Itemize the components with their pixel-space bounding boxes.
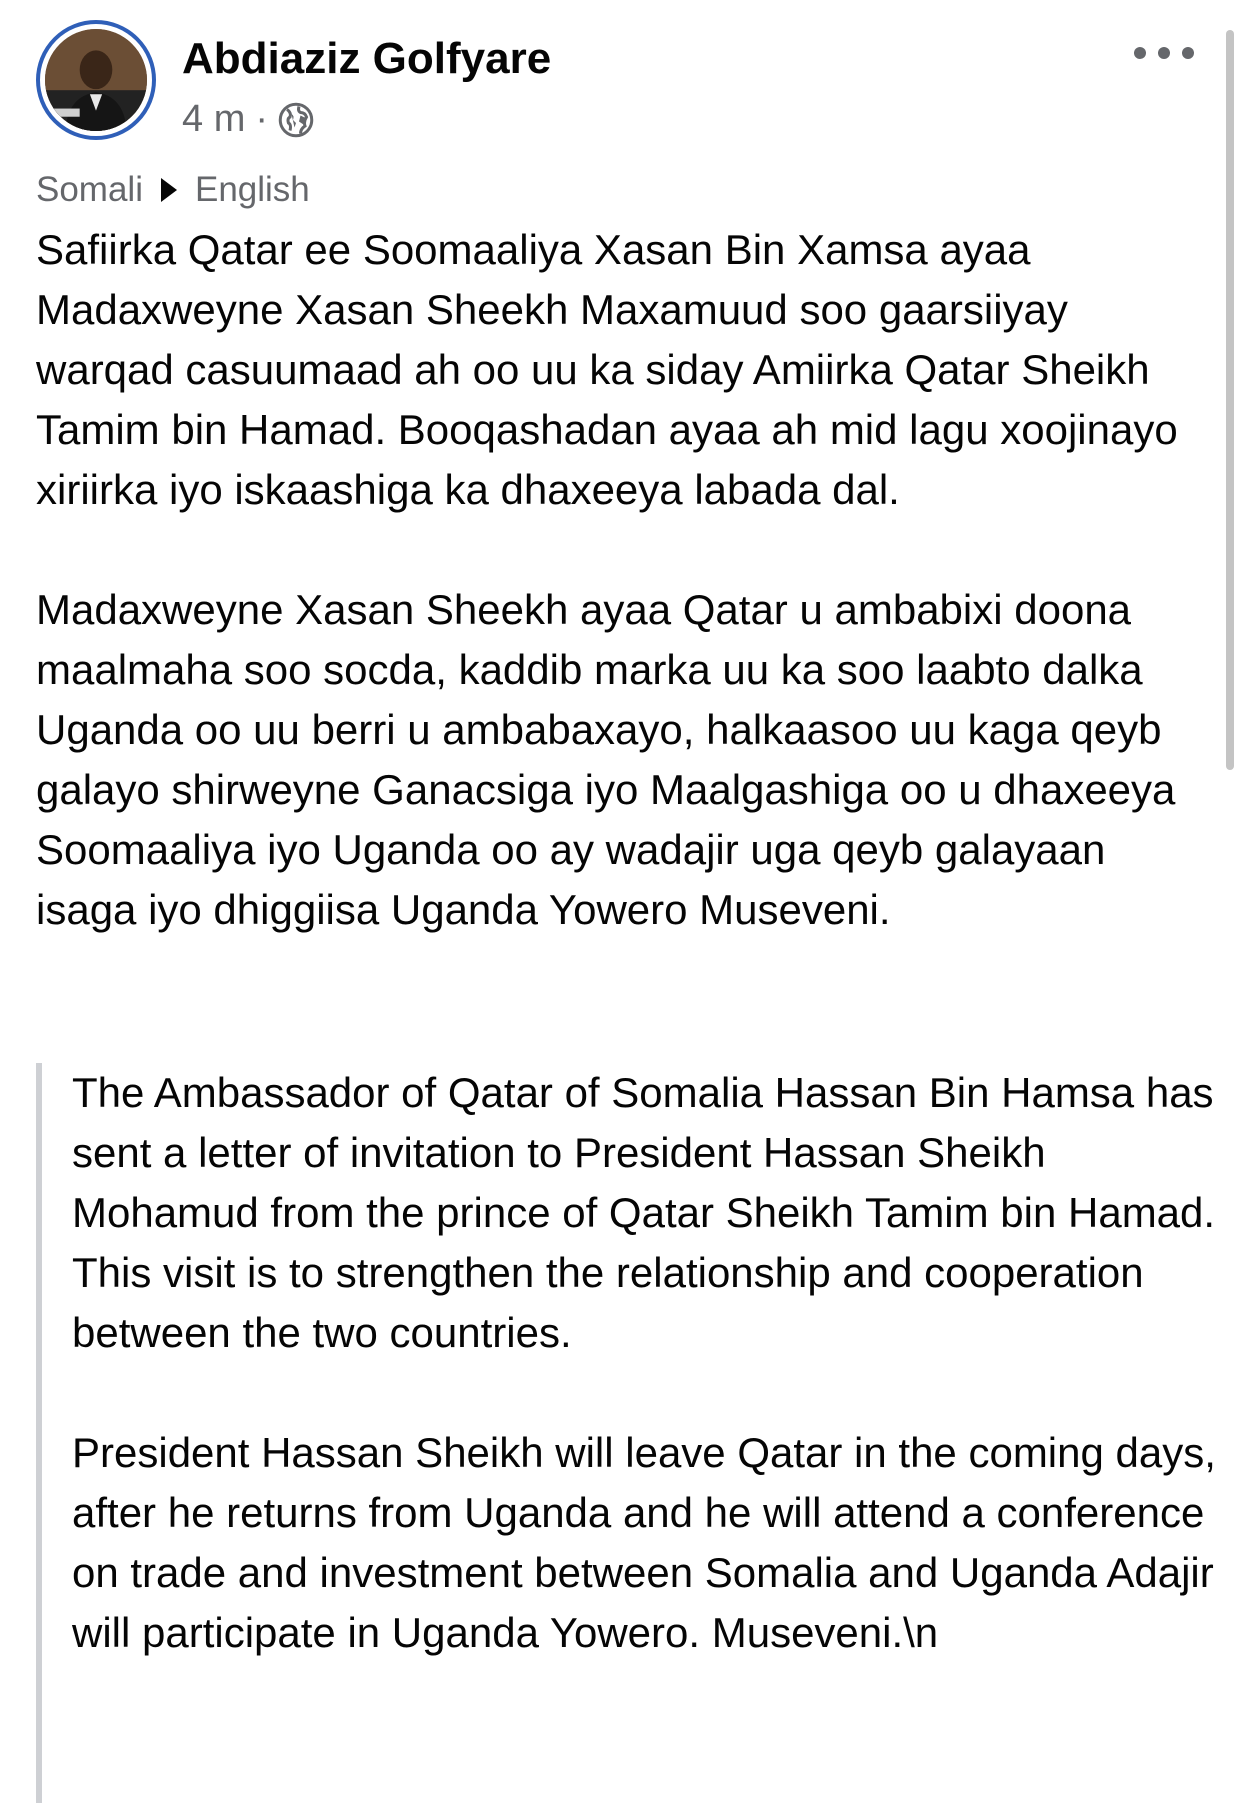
post-time[interactable]: 4 m bbox=[182, 98, 246, 140]
post-meta bbox=[182, 98, 314, 141]
globe-icon[interactable] bbox=[278, 102, 314, 138]
meta-separator: · bbox=[255, 98, 269, 140]
more-dots-icon bbox=[1158, 47, 1170, 59]
target-language[interactable]: English bbox=[194, 170, 310, 209]
translated-paragraph-1: The Ambassador of Qatar of Somalia Hassan Bin Hamsa has sent a letter of invitation to President Hassan Sheikh Mohamud from the prince of Qatar Sheikh Tamim bin Hamad. This visit is to strengthen the relationship and cooperation between the two countries. bbox=[72, 1069, 1216, 1356]
original-paragraph-2: Madaxweyne Xasan Sheekh ayaa Qatar u ambabixi doona maalmaha soo socda, kaddib marka uu ka soo laabto dalka Uganda oo uu berri u ambabaxayo, halkaasoo uu kaga qeyb galayo shirweyne Ganacsiga iyo Maalgashiga oo u dhaxeeya Soomaaliya iyo Uganda oo ay wadajir uga qeyb galayaan isaga iyo dhiggiisa Uganda Yowero Museveni. bbox=[36, 586, 1176, 933]
source-language[interactable]: Somali bbox=[36, 170, 143, 209]
more-dots-icon bbox=[1134, 47, 1146, 59]
original-post-text bbox=[36, 220, 1216, 940]
post-header bbox=[36, 20, 1206, 140]
more-options-button[interactable] bbox=[1134, 38, 1194, 68]
more-dots-icon bbox=[1182, 47, 1194, 59]
avatar-photo bbox=[45, 29, 147, 131]
translation-bar[interactable] bbox=[36, 170, 310, 210]
play-arrow-icon bbox=[159, 176, 179, 204]
translated-paragraph-2: President Hassan Sheikh will leave Qatar in the coming days, after he returns from Uganda and he will attend a conference on trade and investment between Somalia and Uganda Adajir will participate in Uganda Yowero. Museveni.\n bbox=[72, 1429, 1216, 1656]
author-name[interactable]: Abdiaziz Golfyare bbox=[182, 34, 552, 83]
profile-photo-icon bbox=[45, 29, 147, 131]
original-paragraph-1: Safiirka Qatar ee Soomaaliya Xasan Bin Xamsa ayaa Madaxweyne Xasan Sheekh Maxamuud soo gaarsiiyay warqad casuumaad ah oo uu ka siday Amiirka Qatar Sheikh Tamim bin Hamad. Booqashadan ayaa ah mid lagu xoojinayo xiriirka iyo iskaashiga ka dhaxeeya labada dal. bbox=[36, 226, 1178, 513]
translated-text-block bbox=[36, 1063, 1220, 1803]
avatar[interactable] bbox=[36, 20, 156, 140]
scrollbar[interactable] bbox=[1226, 30, 1234, 770]
